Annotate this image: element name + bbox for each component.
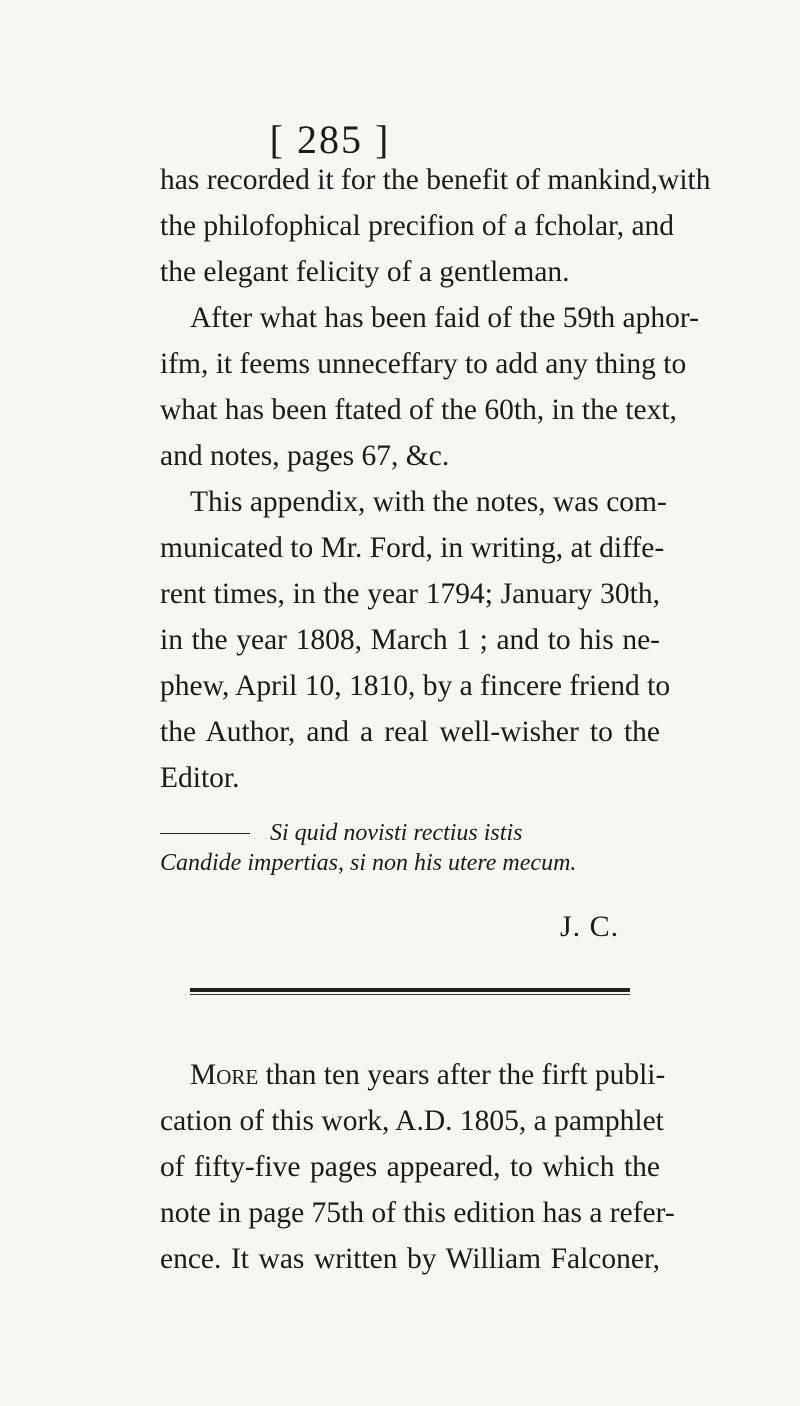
- text-line: in the year 1808, March 1 ; and to his ne-: [160, 624, 660, 656]
- text-line: municated to Mr. Ford, in writing, at diffe-: [160, 532, 665, 564]
- page-number-header: [ 285 ]: [269, 117, 391, 162]
- text-line-rest: than ten years after the firft publi-: [258, 1059, 666, 1091]
- text-line: rent times, in the year 1794; January 30th,: [160, 578, 660, 610]
- divider-thick-line: [190, 988, 630, 992]
- text-line: [160, 1052, 666, 1098]
- text-line: cation of this work, A.D. 1805, a pamphlet: [160, 1105, 664, 1137]
- text-line: ifm, it feems unneceffary to add any thing to: [160, 348, 687, 380]
- text-line: This appendix, with the notes, was com-: [190, 486, 667, 518]
- section-divider: [190, 988, 630, 995]
- small-caps-opening-word: More: [190, 1059, 259, 1091]
- text-line: Editor.: [160, 762, 240, 794]
- upper-text-block: [160, 157, 711, 801]
- text-line: and notes, pages 67, &c.: [160, 440, 450, 472]
- lower-text-block: [160, 1052, 675, 1282]
- text-line: phew, April 10, 1810, by a fincere friend to: [160, 670, 671, 702]
- quote-line: [220, 818, 522, 848]
- text-line: the Author, and a real well-wisher to the: [160, 716, 660, 748]
- quote-line: Candide impertias, si non his utere mecum.: [160, 850, 577, 876]
- text-line: note in page 75th of this edition has a refer-: [160, 1197, 675, 1229]
- signature-initials: J. C.: [560, 910, 620, 943]
- text-line: has recorded it for the benefit of mankind,with: [160, 164, 711, 196]
- text-line: ence. It was written by William Falconer,: [160, 1243, 660, 1275]
- quote-line-text: Si quid novisti rectius istis: [270, 820, 523, 846]
- text-line: the philofophical precifion of a fcholar, and: [160, 210, 675, 242]
- text-line: the elegant felicity of a gentleman.: [160, 256, 570, 288]
- divider-thin-line: [190, 994, 630, 995]
- text-line: what has been ftated of the 60th, in the text,: [160, 394, 677, 426]
- text-line: of fifty-five pages appeared, to which the: [160, 1151, 660, 1183]
- text-line: After what has been faid of the 59th aphor-: [190, 302, 699, 334]
